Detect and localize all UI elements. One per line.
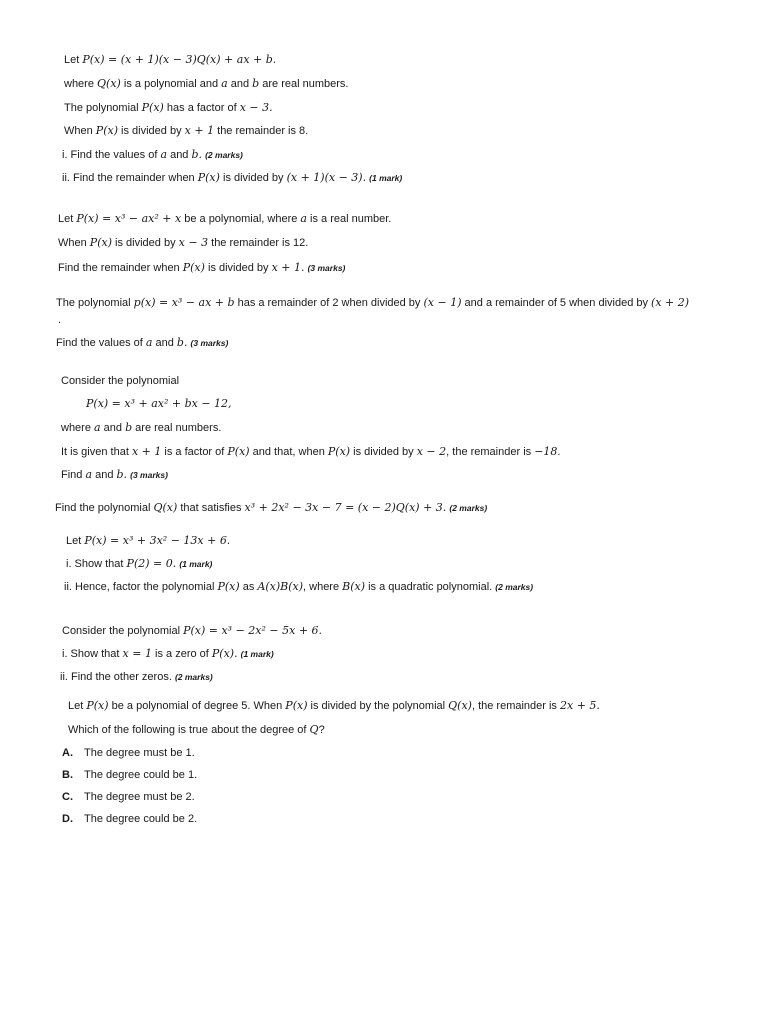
text: is divided by the polynomial — [307, 700, 449, 712]
option-text: The degree must be 1. — [84, 747, 195, 759]
math: x − 3 — [178, 236, 209, 249]
math: (x + 1)(x − 3). — [286, 171, 367, 184]
text: Find the values of — [56, 337, 146, 349]
q1-line-4 — [64, 124, 308, 138]
option-letter: A. — [62, 747, 73, 759]
math: P(x) — [95, 124, 118, 137]
text: When — [64, 125, 96, 137]
text: that satisfies — [177, 502, 245, 514]
text: . — [557, 446, 561, 458]
text: and — [100, 422, 126, 434]
q7-line-2 — [62, 647, 274, 661]
math: 2x + 5. — [560, 699, 600, 712]
q8-line-2 — [68, 723, 325, 737]
text: is a polynomial and — [120, 78, 222, 90]
q4-line-5 — [61, 468, 168, 482]
text: and — [167, 149, 192, 161]
text: as — [239, 581, 258, 593]
math: b. — [176, 336, 188, 349]
math: x + 1 — [184, 124, 215, 137]
text: the remainder is 8. — [214, 125, 309, 137]
math: x + 1 — [131, 445, 162, 458]
text: be a polynomial, where — [181, 213, 301, 225]
marks: (2 marks) — [449, 503, 488, 513]
text: is a quadratic polynomial. — [365, 581, 493, 593]
math: a — [221, 77, 228, 90]
q2-line-2 — [58, 236, 308, 250]
text: is divided by — [219, 172, 287, 184]
text: and a remainder of 5 when divided by — [461, 297, 652, 309]
math: P(x) = x³ + ax² + bx − 12, — [86, 397, 232, 410]
math: p(x) = x³ − ax + b — [133, 296, 235, 309]
q4-line-3 — [61, 421, 221, 435]
text: Consider the polynomial — [62, 625, 184, 637]
text: , where — [303, 581, 343, 593]
text: Consider the polynomial — [61, 375, 180, 387]
math: x = 1 — [122, 647, 152, 660]
text: is a factor of — [161, 446, 228, 458]
option-b[interactable] — [62, 768, 197, 782]
math: P(x) — [217, 580, 240, 593]
text: Find the polynomial — [55, 502, 154, 514]
math: x − 2 — [416, 445, 447, 458]
option-a[interactable] — [62, 746, 195, 760]
marks: (3 marks) — [190, 338, 229, 348]
math: b — [252, 77, 260, 90]
math: P(x) — [227, 445, 250, 458]
text: i. Find the values of — [62, 149, 161, 161]
text: has a factor of — [163, 102, 240, 114]
math: a — [145, 336, 153, 349]
math: P(x). — [211, 647, 238, 660]
math: b. — [191, 148, 203, 161]
q8-line-1 — [68, 699, 600, 713]
marks: (1 mark) — [369, 173, 403, 183]
text: ii. Hence, factor the polynomial — [64, 581, 218, 593]
math: a — [160, 148, 168, 161]
math: Q — [309, 723, 319, 736]
math: b — [125, 421, 133, 434]
math: (x + 2) — [651, 296, 690, 309]
text: is divided by — [112, 237, 179, 249]
math: P(x) — [285, 699, 308, 712]
math: P(x) = x³ + 3x² − 13x + 6. — [84, 534, 231, 547]
text: where — [64, 78, 98, 90]
marks: (1 mark) — [179, 559, 213, 569]
text: , the remainder is — [446, 446, 535, 458]
text: Let — [58, 213, 77, 225]
q7-line-3 — [60, 670, 213, 684]
q7-line-1 — [62, 624, 322, 638]
q5-line-1 — [55, 501, 487, 515]
q2-line-1 — [58, 212, 391, 226]
text: is a zero of — [151, 648, 212, 660]
text: and that, when — [249, 446, 328, 458]
text: the remainder is 12. — [208, 237, 309, 249]
q1-line-3 — [64, 101, 273, 115]
marks: (3 marks) — [130, 470, 168, 480]
text: . — [58, 314, 62, 326]
marks: (2 marks) — [495, 582, 534, 592]
q6-line-2 — [66, 557, 212, 571]
math: P(x) = (x + 1)(x − 3)Q(x) + ax + b. — [82, 53, 277, 66]
math: a — [300, 212, 307, 225]
text: and — [92, 469, 117, 481]
text: and — [152, 337, 177, 349]
option-text: The degree could be 1. — [84, 769, 198, 781]
math: P(x) — [89, 236, 112, 249]
text: Which of the following is true about the degree of — [68, 724, 310, 736]
text: is divided by — [118, 125, 185, 137]
text: ii. Find the remainder when — [62, 172, 198, 184]
q4-line-2 — [86, 397, 232, 411]
math: P(x) — [141, 101, 164, 114]
q4-line-4 — [61, 445, 560, 459]
text: i. Show that — [66, 558, 127, 570]
text: The polynomial — [64, 102, 142, 114]
text: When — [58, 237, 90, 249]
text: The polynomial — [56, 297, 134, 309]
text: is divided by — [350, 446, 417, 458]
marks: (2 marks) — [174, 672, 213, 682]
text: where — [61, 422, 95, 434]
text: Let — [66, 535, 85, 547]
q1-line-2 — [64, 77, 348, 91]
math: P(x) — [86, 699, 109, 712]
option-letter: D. — [62, 813, 73, 825]
text: and — [227, 78, 253, 90]
q1-line-1 — [64, 53, 276, 67]
text: is a real number. — [306, 213, 392, 225]
math: b. — [116, 468, 128, 481]
text: be a polynomial of degree 5. When — [108, 700, 286, 712]
marks: (1 mark) — [240, 649, 274, 659]
option-c[interactable] — [62, 790, 195, 804]
q2-line-3 — [58, 261, 345, 275]
math: P(2) = 0. — [126, 557, 177, 570]
q6-line-3 — [64, 580, 533, 594]
math: x − 3. — [239, 101, 273, 114]
text: ? — [318, 724, 325, 736]
q3-line-2 — [58, 313, 61, 327]
text: It is given that — [61, 446, 132, 458]
math: P(x) — [327, 445, 351, 458]
math: −18 — [534, 445, 558, 458]
text: are real numbers. — [132, 422, 222, 434]
text: , the remainder is — [471, 700, 560, 712]
math: A(x)B(x) — [257, 580, 304, 593]
math: (x − 1) — [423, 296, 462, 309]
math: P(x) = x³ − 2x² − 5x + 6. — [183, 624, 323, 637]
option-text: The degree could be 2. — [84, 813, 198, 825]
q4-line-1 — [61, 374, 179, 388]
q3-line-1 — [56, 296, 689, 310]
text: are real numbers. — [259, 78, 349, 90]
math: P(x) = x³ − ax² + x — [76, 212, 182, 225]
math: Q(x) — [153, 501, 178, 514]
text: Let — [64, 54, 83, 66]
math: a — [94, 421, 101, 434]
math: P(x) — [197, 171, 220, 184]
math: x + 1. — [271, 261, 305, 274]
math: a — [85, 468, 93, 481]
text: Find the remainder when — [58, 262, 183, 274]
math: B(x) — [342, 580, 366, 593]
text: is divided by — [204, 262, 272, 274]
math: Q(x) — [448, 699, 472, 712]
text: Find — [61, 469, 86, 481]
math: P(x) — [182, 261, 205, 274]
q1-line-6 — [62, 171, 402, 185]
text: Let — [68, 700, 87, 712]
q3-line-3 — [56, 336, 228, 350]
math: x³ + 2x² − 3x − 7 = (x − 2)Q(x) + 3. — [244, 501, 447, 514]
q6-line-1 — [66, 534, 230, 548]
math: Q(x) — [97, 77, 121, 90]
option-text: The degree must be 2. — [84, 791, 195, 803]
option-d[interactable] — [62, 812, 197, 826]
q1-line-5 — [62, 148, 243, 162]
marks: (2 marks) — [205, 150, 243, 160]
text: ii. Find the other zeros. — [60, 671, 172, 683]
text: i. Show that — [62, 648, 123, 660]
option-letter: C. — [62, 791, 73, 803]
marks: (3 marks) — [307, 263, 346, 273]
text: has a remainder of 2 when divided by — [234, 297, 424, 309]
option-letter: B. — [62, 769, 73, 781]
